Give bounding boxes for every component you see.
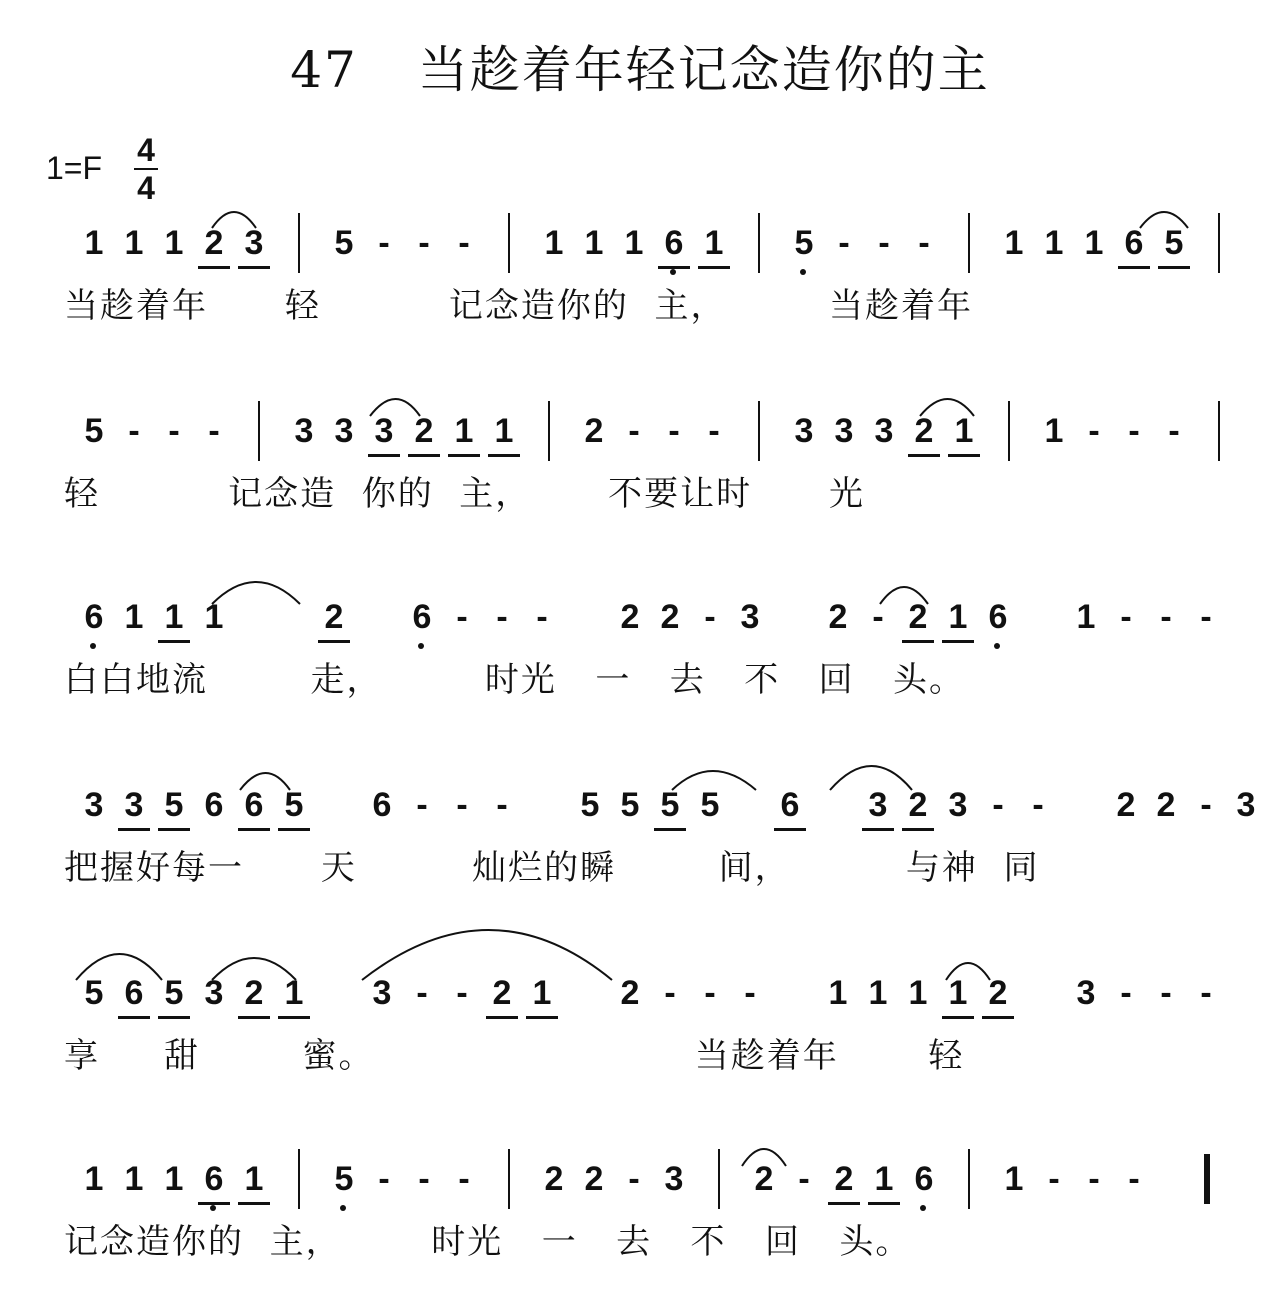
measure bbox=[314, 1144, 494, 1214]
measure bbox=[984, 208, 1204, 278]
duration-dash: - bbox=[1120, 597, 1132, 636]
note: 1 bbox=[444, 412, 484, 451]
note: 5 bbox=[334, 223, 354, 262]
note: 1 bbox=[938, 598, 978, 637]
duration-dash: - bbox=[708, 411, 720, 450]
note: 3 bbox=[84, 785, 104, 824]
key-signature: 1=F bbox=[46, 150, 103, 186]
measure bbox=[64, 396, 244, 466]
note: 6 bbox=[978, 598, 1018, 637]
lyric-line: 白白地流 走， 时光 一 去 不 回 头。 bbox=[64, 660, 966, 700]
note: 2 bbox=[584, 1159, 604, 1198]
note: 6 bbox=[770, 786, 810, 825]
measure bbox=[560, 770, 820, 840]
note: 6 bbox=[1114, 224, 1154, 263]
note: 1 bbox=[234, 1160, 274, 1199]
note: 1 bbox=[864, 1160, 904, 1199]
note: 6 bbox=[402, 598, 442, 637]
duration-dash: - bbox=[458, 1159, 470, 1198]
note: 1 bbox=[1084, 223, 1104, 262]
note: 3 bbox=[664, 1159, 684, 1198]
measure bbox=[848, 770, 1068, 840]
note: 3 bbox=[204, 973, 224, 1012]
note: 5 bbox=[580, 785, 600, 824]
measure bbox=[392, 582, 572, 652]
duration-dash: - bbox=[664, 973, 676, 1012]
duration-dash: - bbox=[456, 785, 468, 824]
note: 5 bbox=[154, 974, 194, 1013]
measure bbox=[600, 958, 780, 1028]
note: 2 bbox=[824, 1160, 864, 1199]
duration-dash: - bbox=[1160, 973, 1172, 1012]
duration-dash: - bbox=[668, 411, 680, 450]
note: 5 bbox=[154, 786, 194, 825]
measure bbox=[600, 582, 780, 652]
barline bbox=[718, 1149, 720, 1209]
note: 1 bbox=[584, 223, 604, 262]
duration-dash: - bbox=[456, 973, 468, 1012]
barline bbox=[1218, 401, 1220, 461]
note: 2 bbox=[1156, 785, 1176, 824]
measure bbox=[352, 958, 572, 1028]
note: 1 bbox=[274, 974, 314, 1013]
duration-dash: - bbox=[628, 411, 640, 450]
notation-line bbox=[64, 958, 1240, 1028]
measure bbox=[774, 396, 994, 466]
note: 1 bbox=[938, 974, 978, 1013]
note: 1 bbox=[124, 223, 144, 262]
barline bbox=[758, 401, 760, 461]
duration-dash: - bbox=[416, 973, 428, 1012]
note: 1 bbox=[1044, 411, 1064, 450]
duration-dash: - bbox=[1048, 1159, 1060, 1198]
note: 6 bbox=[234, 786, 274, 825]
barline bbox=[508, 213, 510, 273]
note: 3 bbox=[948, 785, 968, 824]
note: 3 bbox=[834, 411, 854, 450]
duration-dash: - bbox=[628, 1159, 640, 1198]
duration-dash: - bbox=[798, 1159, 810, 1198]
song-title-text: 当趁着年轻记念造你的主 bbox=[417, 41, 990, 99]
measure bbox=[774, 208, 954, 278]
note: 2 bbox=[234, 974, 274, 1013]
note: 3 bbox=[372, 973, 392, 1012]
note: 3 bbox=[334, 411, 354, 450]
duration-dash: - bbox=[1128, 411, 1140, 450]
note: 1 bbox=[944, 412, 984, 451]
note: 3 bbox=[1076, 973, 1096, 1012]
duration-dash: - bbox=[496, 597, 508, 636]
measure bbox=[64, 582, 364, 652]
note: 5 bbox=[650, 786, 690, 825]
note: 5 bbox=[84, 973, 104, 1012]
note: 2 bbox=[904, 412, 944, 451]
duration-dash: - bbox=[1088, 411, 1100, 450]
measure bbox=[564, 396, 744, 466]
note: 5 bbox=[1154, 224, 1194, 263]
note: 2 bbox=[1116, 785, 1136, 824]
note: 2 bbox=[620, 597, 640, 636]
duration-dash: - bbox=[1160, 597, 1172, 636]
measure bbox=[1056, 582, 1236, 652]
note: 1 bbox=[484, 412, 524, 451]
duration-dash: - bbox=[1120, 973, 1132, 1012]
duration-dash: - bbox=[208, 411, 220, 450]
duration-dash: - bbox=[744, 973, 756, 1012]
notation-line bbox=[64, 208, 1240, 278]
final-barline bbox=[1204, 1154, 1210, 1204]
measure bbox=[1096, 770, 1276, 840]
duration-dash: - bbox=[128, 411, 140, 450]
duration-dash: - bbox=[378, 1159, 390, 1198]
note: 6 bbox=[74, 598, 114, 637]
note: 1 bbox=[1076, 597, 1096, 636]
song-title bbox=[0, 30, 1280, 102]
note: 2 bbox=[584, 411, 604, 450]
note: 2 bbox=[828, 597, 848, 636]
barline bbox=[1218, 213, 1220, 273]
measure bbox=[64, 208, 284, 278]
note: 1 bbox=[624, 223, 644, 262]
duration-dash: - bbox=[378, 223, 390, 262]
barline bbox=[968, 1149, 970, 1209]
note: 3 bbox=[234, 224, 274, 263]
duration-dash: - bbox=[1032, 785, 1044, 824]
note: 1 bbox=[204, 597, 224, 636]
note: 2 bbox=[482, 974, 522, 1013]
measure bbox=[1056, 958, 1236, 1028]
note: 1 bbox=[124, 597, 144, 636]
lyric-line: 当趁着年 轻 记念造你的 主， 当趁着年 bbox=[64, 286, 973, 326]
duration-dash: - bbox=[872, 597, 884, 636]
duration-dash: - bbox=[704, 973, 716, 1012]
song-number: 47 bbox=[290, 41, 358, 99]
note: 1 bbox=[908, 973, 928, 1012]
duration-dash: - bbox=[536, 597, 548, 636]
barline bbox=[508, 1149, 510, 1209]
time-signature bbox=[134, 134, 158, 204]
measure bbox=[808, 958, 1028, 1028]
note: 1 bbox=[84, 1159, 104, 1198]
note: 2 bbox=[544, 1159, 564, 1198]
duration-dash: - bbox=[838, 223, 850, 262]
measure bbox=[64, 770, 324, 840]
duration-dash: - bbox=[878, 223, 890, 262]
note: 2 bbox=[314, 598, 354, 637]
note: 1 bbox=[164, 1159, 184, 1198]
note: 1 bbox=[164, 223, 184, 262]
note: 6 bbox=[194, 1160, 234, 1199]
note: 1 bbox=[522, 974, 562, 1013]
measure bbox=[274, 396, 534, 466]
duration-dash: - bbox=[704, 597, 716, 636]
note: 3 bbox=[794, 411, 814, 450]
duration-dash: - bbox=[1200, 597, 1212, 636]
lyric-line: 轻 记念造 你的 主， 不要让时 光 bbox=[64, 474, 865, 514]
lyric-line: 享 甜 蜜。 当趁着年 轻 bbox=[64, 1036, 965, 1076]
duration-dash: - bbox=[992, 785, 1004, 824]
note: 6 bbox=[204, 785, 224, 824]
note: 2 bbox=[898, 786, 938, 825]
duration-dash: - bbox=[168, 411, 180, 450]
note: 5 bbox=[84, 411, 104, 450]
duration-dash: - bbox=[496, 785, 508, 824]
duration-dash: - bbox=[418, 1159, 430, 1198]
measure bbox=[314, 208, 494, 278]
note: 3 bbox=[1236, 785, 1256, 824]
note: 3 bbox=[114, 786, 154, 825]
note: 6 bbox=[904, 1160, 944, 1199]
meter-bottom: 4 bbox=[137, 170, 155, 206]
note: 5 bbox=[700, 785, 720, 824]
duration-dash: - bbox=[1128, 1159, 1140, 1198]
lyric-line: 记念造你的 主， 时光 一 去 不 回 头。 bbox=[64, 1222, 912, 1262]
measure bbox=[64, 1144, 284, 1214]
note: 5 bbox=[620, 785, 640, 824]
note: 3 bbox=[740, 597, 760, 636]
note: 1 bbox=[1004, 223, 1024, 262]
measure bbox=[734, 1144, 954, 1214]
barline bbox=[298, 213, 300, 273]
note: 3 bbox=[294, 411, 314, 450]
barline bbox=[548, 401, 550, 461]
note: 3 bbox=[858, 786, 898, 825]
duration-dash: - bbox=[458, 223, 470, 262]
note: 6 bbox=[372, 785, 392, 824]
note: 1 bbox=[154, 598, 194, 637]
duration-dash: - bbox=[418, 223, 430, 262]
note: 1 bbox=[544, 223, 564, 262]
note: 5 bbox=[324, 1160, 364, 1199]
note: 6 bbox=[654, 224, 694, 263]
note: 3 bbox=[364, 412, 404, 451]
note: 1 bbox=[694, 224, 734, 263]
measure bbox=[524, 208, 744, 278]
duration-dash: - bbox=[1200, 785, 1212, 824]
barline bbox=[298, 1149, 300, 1209]
note: 5 bbox=[274, 786, 314, 825]
notation-line bbox=[64, 396, 1240, 466]
note: 6 bbox=[114, 974, 154, 1013]
notation-line bbox=[64, 582, 1240, 652]
note: 2 bbox=[754, 1159, 774, 1198]
note: 3 bbox=[874, 411, 894, 450]
barline bbox=[258, 401, 260, 461]
note: 1 bbox=[1044, 223, 1064, 262]
note: 2 bbox=[620, 973, 640, 1012]
measure bbox=[352, 770, 532, 840]
barline bbox=[758, 213, 760, 273]
barline bbox=[968, 213, 970, 273]
notation-line bbox=[64, 770, 1256, 840]
note: 1 bbox=[868, 973, 888, 1012]
measure bbox=[808, 582, 1028, 652]
note: 1 bbox=[828, 973, 848, 1012]
duration-dash: - bbox=[416, 785, 428, 824]
note: 5 bbox=[784, 224, 824, 263]
note: 2 bbox=[898, 598, 938, 637]
measure bbox=[984, 1144, 1164, 1214]
barline bbox=[1008, 401, 1010, 461]
note: 1 bbox=[124, 1159, 144, 1198]
note: 1 bbox=[1004, 1159, 1024, 1198]
duration-dash: - bbox=[1200, 973, 1212, 1012]
duration-dash: - bbox=[1168, 411, 1180, 450]
duration-dash: - bbox=[456, 597, 468, 636]
meter-top: 4 bbox=[137, 132, 155, 168]
note: 2 bbox=[978, 974, 1018, 1013]
duration-dash: - bbox=[1088, 1159, 1100, 1198]
notation-line bbox=[64, 1144, 1240, 1214]
note: 2 bbox=[194, 224, 234, 263]
measure bbox=[1024, 396, 1204, 466]
duration-dash: - bbox=[918, 223, 930, 262]
lyric-line: 把握好每一 天 灿烂的瞬 间， 与神 同 bbox=[64, 848, 1040, 888]
measure bbox=[524, 1144, 704, 1214]
note: 2 bbox=[404, 412, 444, 451]
measure bbox=[64, 958, 324, 1028]
note: 2 bbox=[660, 597, 680, 636]
note: 1 bbox=[84, 223, 104, 262]
